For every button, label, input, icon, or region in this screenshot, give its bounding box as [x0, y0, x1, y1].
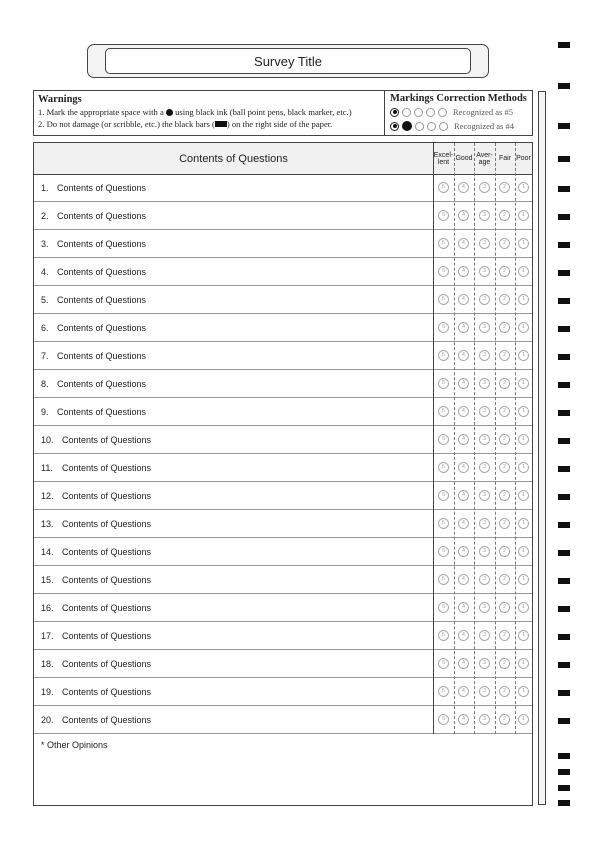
- warning-line-1-end: using black ink (ball point pens, black marker, etc.): [175, 107, 352, 117]
- timing-mark: [558, 242, 570, 248]
- answer-bubble-2[interactable]: 2: [499, 350, 510, 361]
- answer-bubble-5[interactable]: 5: [438, 406, 449, 417]
- question-label: Contents of Questions: [62, 630, 152, 641]
- empty-bubble-icon: [426, 108, 435, 117]
- question-text: [41, 398, 146, 425]
- answer-bubble-4[interactable]: 4: [458, 574, 469, 585]
- timing-mark: [558, 298, 570, 304]
- question-label: Contents of Questions: [62, 574, 152, 585]
- answer-bubble-3[interactable]: 3: [479, 602, 490, 613]
- answer-bubble-2[interactable]: 2: [499, 266, 510, 277]
- filled-bubble-icon: [402, 121, 412, 131]
- answer-bubble-3[interactable]: 3: [479, 350, 490, 361]
- marking-example-2-label: Recognized as #4: [454, 121, 514, 131]
- answer-bubble-5[interactable]: 5: [438, 210, 449, 221]
- timing-mark: [558, 42, 570, 48]
- answer-bubble-3[interactable]: 3: [479, 378, 490, 389]
- timing-mark: [558, 123, 570, 129]
- question-label: Contents of Questions: [57, 210, 147, 221]
- question-row: [34, 538, 532, 566]
- answer-bubble-2[interactable]: 2: [499, 378, 510, 389]
- question-number: 16.: [41, 602, 54, 613]
- answer-bubble-3[interactable]: 3: [479, 518, 490, 529]
- question-number: 15.: [41, 574, 54, 585]
- question-number: 20.: [41, 714, 54, 725]
- answer-bubble-3[interactable]: 3: [479, 294, 490, 305]
- warning-line-2-end: ) on the right side of the paper.: [226, 119, 333, 129]
- answer-bubble-3[interactable]: 3: [479, 266, 490, 277]
- question-number: 1.: [41, 182, 49, 193]
- question-number: 5.: [41, 294, 49, 305]
- answer-bubble-1[interactable]: 1: [518, 378, 529, 389]
- warning-line-1-start: 1. Mark the appropriate space with a: [38, 107, 164, 117]
- survey-title: Survey Title: [105, 48, 471, 74]
- timing-mark: [558, 690, 570, 696]
- timing-mark: [558, 494, 570, 500]
- timing-mark: [558, 270, 570, 276]
- answer-bubble-4[interactable]: 4: [458, 210, 469, 221]
- answer-bubble-3[interactable]: 3: [479, 490, 490, 501]
- scan-frame-strip: [538, 91, 546, 805]
- answer-bubble-1[interactable]: 1: [518, 490, 529, 501]
- answer-bubble-4[interactable]: 4: [458, 686, 469, 697]
- timing-mark: [558, 769, 570, 775]
- answer-bubble-1[interactable]: 1: [518, 546, 529, 557]
- answer-bubble-1[interactable]: 1: [518, 602, 529, 613]
- answer-bubble-3[interactable]: 3: [479, 434, 490, 445]
- timing-mark: [558, 634, 570, 640]
- answer-bubble-4[interactable]: 4: [458, 266, 469, 277]
- column-divider: [515, 143, 516, 734]
- marking-example-row-1: [390, 105, 532, 119]
- answer-bubble-4[interactable]: 4: [458, 490, 469, 501]
- column-divider: [495, 143, 496, 734]
- answer-bubble-2[interactable]: 2: [499, 658, 510, 669]
- answer-bubble-5[interactable]: 5: [438, 518, 449, 529]
- answer-bubble-4[interactable]: 4: [458, 518, 469, 529]
- marking-example-1-label: Recognized as #5: [453, 107, 513, 117]
- answer-bubble-2[interactable]: 2: [499, 294, 510, 305]
- timing-mark: [558, 156, 570, 162]
- answer-bubble-5[interactable]: 5: [438, 658, 449, 669]
- question-row: [34, 258, 532, 286]
- answer-bubble-1[interactable]: 1: [518, 574, 529, 585]
- questions-column-header: Contents of Questions: [179, 152, 288, 165]
- question-number: 12.: [41, 490, 54, 501]
- answer-bubble-4[interactable]: 4: [458, 434, 469, 445]
- answer-bubble-2[interactable]: 2: [499, 546, 510, 557]
- question-label: Contents of Questions: [57, 266, 147, 277]
- empty-bubble-icon: [414, 108, 423, 117]
- answer-bubble-5[interactable]: 5: [438, 546, 449, 557]
- question-row: [34, 454, 532, 482]
- answer-bubble-4[interactable]: 4: [458, 714, 469, 725]
- empty-bubble-icon: [427, 122, 436, 131]
- question-row: [34, 342, 532, 370]
- answer-bubble-5[interactable]: 5: [438, 602, 449, 613]
- answer-bubble-4[interactable]: 4: [458, 238, 469, 249]
- question-number: 14.: [41, 546, 54, 557]
- answer-bubble-1[interactable]: 1: [518, 518, 529, 529]
- question-number: 18.: [41, 658, 54, 669]
- answer-bubble-3[interactable]: 3: [479, 322, 490, 333]
- question-number: 17.: [41, 630, 54, 641]
- question-number: 3.: [41, 238, 49, 249]
- column-divider: [474, 143, 475, 734]
- question-row: [34, 510, 532, 538]
- answer-bubble-5[interactable]: 5: [438, 686, 449, 697]
- empty-bubble-icon: [402, 108, 411, 117]
- answer-bubble-3[interactable]: 3: [479, 182, 490, 193]
- answer-bubble-4[interactable]: 4: [458, 182, 469, 193]
- timing-mark: [558, 550, 570, 556]
- answer-bubble-4[interactable]: 4: [458, 546, 469, 557]
- answer-bubble-4[interactable]: 4: [458, 630, 469, 641]
- answer-bubble-2[interactable]: 2: [499, 686, 510, 697]
- answer-bubble-4[interactable]: 4: [458, 602, 469, 613]
- answer-bubble-1[interactable]: 1: [518, 714, 529, 725]
- timing-mark: [558, 354, 570, 360]
- question-label: Contents of Questions: [57, 350, 147, 361]
- timing-mark: [558, 606, 570, 612]
- question-row: [34, 286, 532, 314]
- answer-bubble-4[interactable]: 4: [458, 462, 469, 473]
- question-label: Contents of Questions: [62, 518, 152, 529]
- timing-mark: [558, 382, 570, 388]
- question-row: [34, 566, 532, 594]
- question-row: [34, 706, 532, 734]
- question-row: [34, 202, 532, 230]
- empty-bubble-icon: [438, 108, 447, 117]
- question-label: Contents of Questions: [62, 686, 152, 697]
- answer-bubble-4[interactable]: 4: [458, 322, 469, 333]
- answer-bubble-2[interactable]: 2: [499, 714, 510, 725]
- answer-bubble-3[interactable]: 3: [479, 546, 490, 557]
- answer-bubble-1[interactable]: 1: [518, 238, 529, 249]
- question-text: [41, 594, 151, 621]
- answer-bubble-3[interactable]: 3: [479, 714, 490, 725]
- answer-bubble-2[interactable]: 2: [499, 182, 510, 193]
- answer-bubble-5[interactable]: 5: [438, 574, 449, 585]
- question-text: [41, 538, 151, 565]
- empty-bubble-icon: [439, 122, 448, 131]
- question-number: 7.: [41, 350, 49, 361]
- question-label: Contents of Questions: [62, 602, 152, 613]
- answer-bubble-3[interactable]: 3: [479, 238, 490, 249]
- question-text: [41, 650, 151, 677]
- timing-mark: [558, 214, 570, 220]
- answer-bubble-1[interactable]: 1: [518, 434, 529, 445]
- marked-bubble-icon: [390, 108, 399, 117]
- question-row: [34, 370, 532, 398]
- answer-bubble-5[interactable]: 5: [438, 238, 449, 249]
- answer-bubble-4[interactable]: 4: [458, 658, 469, 669]
- warning-line-2-start: 2. Do not damage (or scribble, etc.) the black bars (: [38, 119, 215, 129]
- question-row: [34, 650, 532, 678]
- question-label: Contents of Questions: [62, 714, 152, 725]
- answer-bubble-2[interactable]: 2: [499, 630, 510, 641]
- answer-bubble-5[interactable]: 5: [438, 462, 449, 473]
- question-row: [34, 594, 532, 622]
- question-label: Contents of Questions: [57, 378, 147, 389]
- answer-bubble-2[interactable]: 2: [499, 434, 510, 445]
- answer-bubble-2[interactable]: 2: [499, 518, 510, 529]
- instructions-box: [33, 90, 533, 136]
- question-text: [41, 678, 151, 705]
- timing-mark: [558, 662, 570, 668]
- question-number: 13.: [41, 518, 54, 529]
- answer-bubble-5[interactable]: 5: [438, 322, 449, 333]
- column-divider: [433, 143, 434, 734]
- timing-mark: [558, 718, 570, 724]
- question-label: Contents of Questions: [62, 546, 152, 557]
- answer-bubble-3[interactable]: 3: [479, 630, 490, 641]
- other-opinions-label: * Other Opinions: [41, 740, 108, 750]
- question-text: [41, 622, 151, 649]
- timing-mark: [558, 466, 570, 472]
- question-label: Contents of Questions: [62, 658, 152, 669]
- answer-bubble-2[interactable]: 2: [499, 322, 510, 333]
- question-label: Contents of Questions: [62, 434, 152, 445]
- answer-bubble-5[interactable]: 5: [438, 434, 449, 445]
- black-bar-icon: [215, 121, 227, 127]
- timing-mark: [558, 326, 570, 332]
- answer-bubble-1[interactable]: 1: [518, 686, 529, 697]
- question-row: [34, 622, 532, 650]
- filled-dot-icon: [166, 109, 173, 116]
- answer-bubble-5[interactable]: 5: [438, 350, 449, 361]
- answer-bubble-2[interactable]: 2: [499, 406, 510, 417]
- answer-bubble-1[interactable]: 1: [518, 266, 529, 277]
- question-text: [41, 230, 146, 257]
- marking-example-row-2: [390, 119, 532, 133]
- answer-bubble-1[interactable]: 1: [518, 630, 529, 641]
- answer-bubble-2[interactable]: 2: [499, 574, 510, 585]
- choice-header-2: Fair: [498, 155, 512, 162]
- answer-bubble-4[interactable]: 4: [458, 294, 469, 305]
- question-text: [41, 454, 151, 481]
- question-text: [41, 482, 151, 509]
- question-label: Contents of Questions: [57, 406, 147, 417]
- question-row: [34, 678, 532, 706]
- answer-bubble-1[interactable]: 1: [518, 182, 529, 193]
- timing-mark: [558, 438, 570, 444]
- answer-bubble-5[interactable]: 5: [438, 714, 449, 725]
- timing-mark: [558, 410, 570, 416]
- answer-bubble-5[interactable]: 5: [438, 294, 449, 305]
- question-text: [41, 342, 146, 369]
- answer-bubble-3[interactable]: 3: [479, 462, 490, 473]
- answer-bubble-5[interactable]: 5: [438, 378, 449, 389]
- question-number: 2.: [41, 210, 49, 221]
- answer-bubble-4[interactable]: 4: [458, 350, 469, 361]
- question-number: 6.: [41, 322, 49, 333]
- question-number: 8.: [41, 378, 49, 389]
- answer-bubble-5[interactable]: 5: [438, 182, 449, 193]
- choice-header-3: Aver- age: [476, 151, 493, 166]
- question-row: [34, 426, 532, 454]
- instructions-divider: [384, 91, 385, 135]
- question-text: [41, 510, 151, 537]
- choice-header-4: Good: [455, 155, 473, 162]
- question-label: Contents of Questions: [57, 322, 147, 333]
- questions-table: [33, 142, 533, 806]
- question-text: [41, 258, 146, 285]
- question-number: 4.: [41, 266, 49, 277]
- answer-bubble-5[interactable]: 5: [438, 266, 449, 277]
- timing-mark: [558, 522, 570, 528]
- answer-bubble-1[interactable]: 1: [518, 658, 529, 669]
- answer-bubble-3[interactable]: 3: [479, 574, 490, 585]
- question-row: [34, 398, 532, 426]
- answer-bubble-2[interactable]: 2: [499, 210, 510, 221]
- question-text: [41, 706, 151, 733]
- question-row: [34, 482, 532, 510]
- question-number: 19.: [41, 686, 54, 697]
- markings-section: [390, 93, 532, 133]
- question-number: 11.: [41, 462, 53, 473]
- question-text: [41, 174, 146, 201]
- answer-bubble-2[interactable]: 2: [499, 490, 510, 501]
- question-label: Contents of Questions: [62, 462, 152, 473]
- timing-mark: [558, 83, 570, 89]
- answer-bubble-2[interactable]: 2: [499, 238, 510, 249]
- answer-bubble-1[interactable]: 1: [518, 322, 529, 333]
- answer-bubble-2[interactable]: 2: [499, 462, 510, 473]
- answer-bubble-1[interactable]: 1: [518, 350, 529, 361]
- choice-header-5: Excel- lent: [433, 151, 454, 166]
- answer-bubble-3[interactable]: 3: [479, 210, 490, 221]
- question-label: Contents of Questions: [62, 490, 152, 501]
- answer-bubble-5[interactable]: 5: [438, 630, 449, 641]
- answer-bubble-3[interactable]: 3: [479, 658, 490, 669]
- question-number: 9.: [41, 406, 49, 417]
- question-text: [41, 314, 146, 341]
- column-divider: [454, 143, 455, 734]
- marked-bubble-icon: [390, 122, 399, 131]
- timing-mark: [558, 186, 570, 192]
- answer-bubble-1[interactable]: 1: [518, 462, 529, 473]
- warnings-heading: Warnings: [38, 94, 82, 105]
- timing-mark: [558, 785, 570, 791]
- answer-bubble-4[interactable]: 4: [458, 406, 469, 417]
- question-label: Contents of Questions: [57, 294, 147, 305]
- answer-bubble-3[interactable]: 3: [479, 686, 490, 697]
- question-text: [41, 370, 146, 397]
- answer-bubble-4[interactable]: 4: [458, 378, 469, 389]
- timing-mark: [558, 753, 570, 759]
- question-row: [34, 174, 532, 202]
- warnings-section: [38, 93, 383, 130]
- question-number: 10.: [41, 434, 54, 445]
- timing-mark: [558, 578, 570, 584]
- question-text: [41, 202, 146, 229]
- answer-bubble-2[interactable]: 2: [499, 602, 510, 613]
- answer-bubble-1[interactable]: 1: [518, 210, 529, 221]
- question-row: [34, 230, 532, 258]
- markings-heading: Markings Correction Methods: [390, 93, 527, 104]
- answer-bubble-1[interactable]: 1: [518, 294, 529, 305]
- answer-bubble-3[interactable]: 3: [479, 406, 490, 417]
- question-text: [41, 286, 146, 313]
- choice-header-1: Poor: [516, 155, 531, 162]
- question-text: [41, 426, 151, 453]
- question-label: Contents of Questions: [57, 238, 147, 249]
- question-row: [34, 314, 532, 342]
- question-text: [41, 566, 151, 593]
- timing-mark: [558, 800, 570, 806]
- empty-bubble-icon: [415, 122, 424, 131]
- question-label: Contents of Questions: [57, 182, 147, 193]
- answer-bubble-5[interactable]: 5: [438, 490, 449, 501]
- answer-bubble-1[interactable]: 1: [518, 406, 529, 417]
